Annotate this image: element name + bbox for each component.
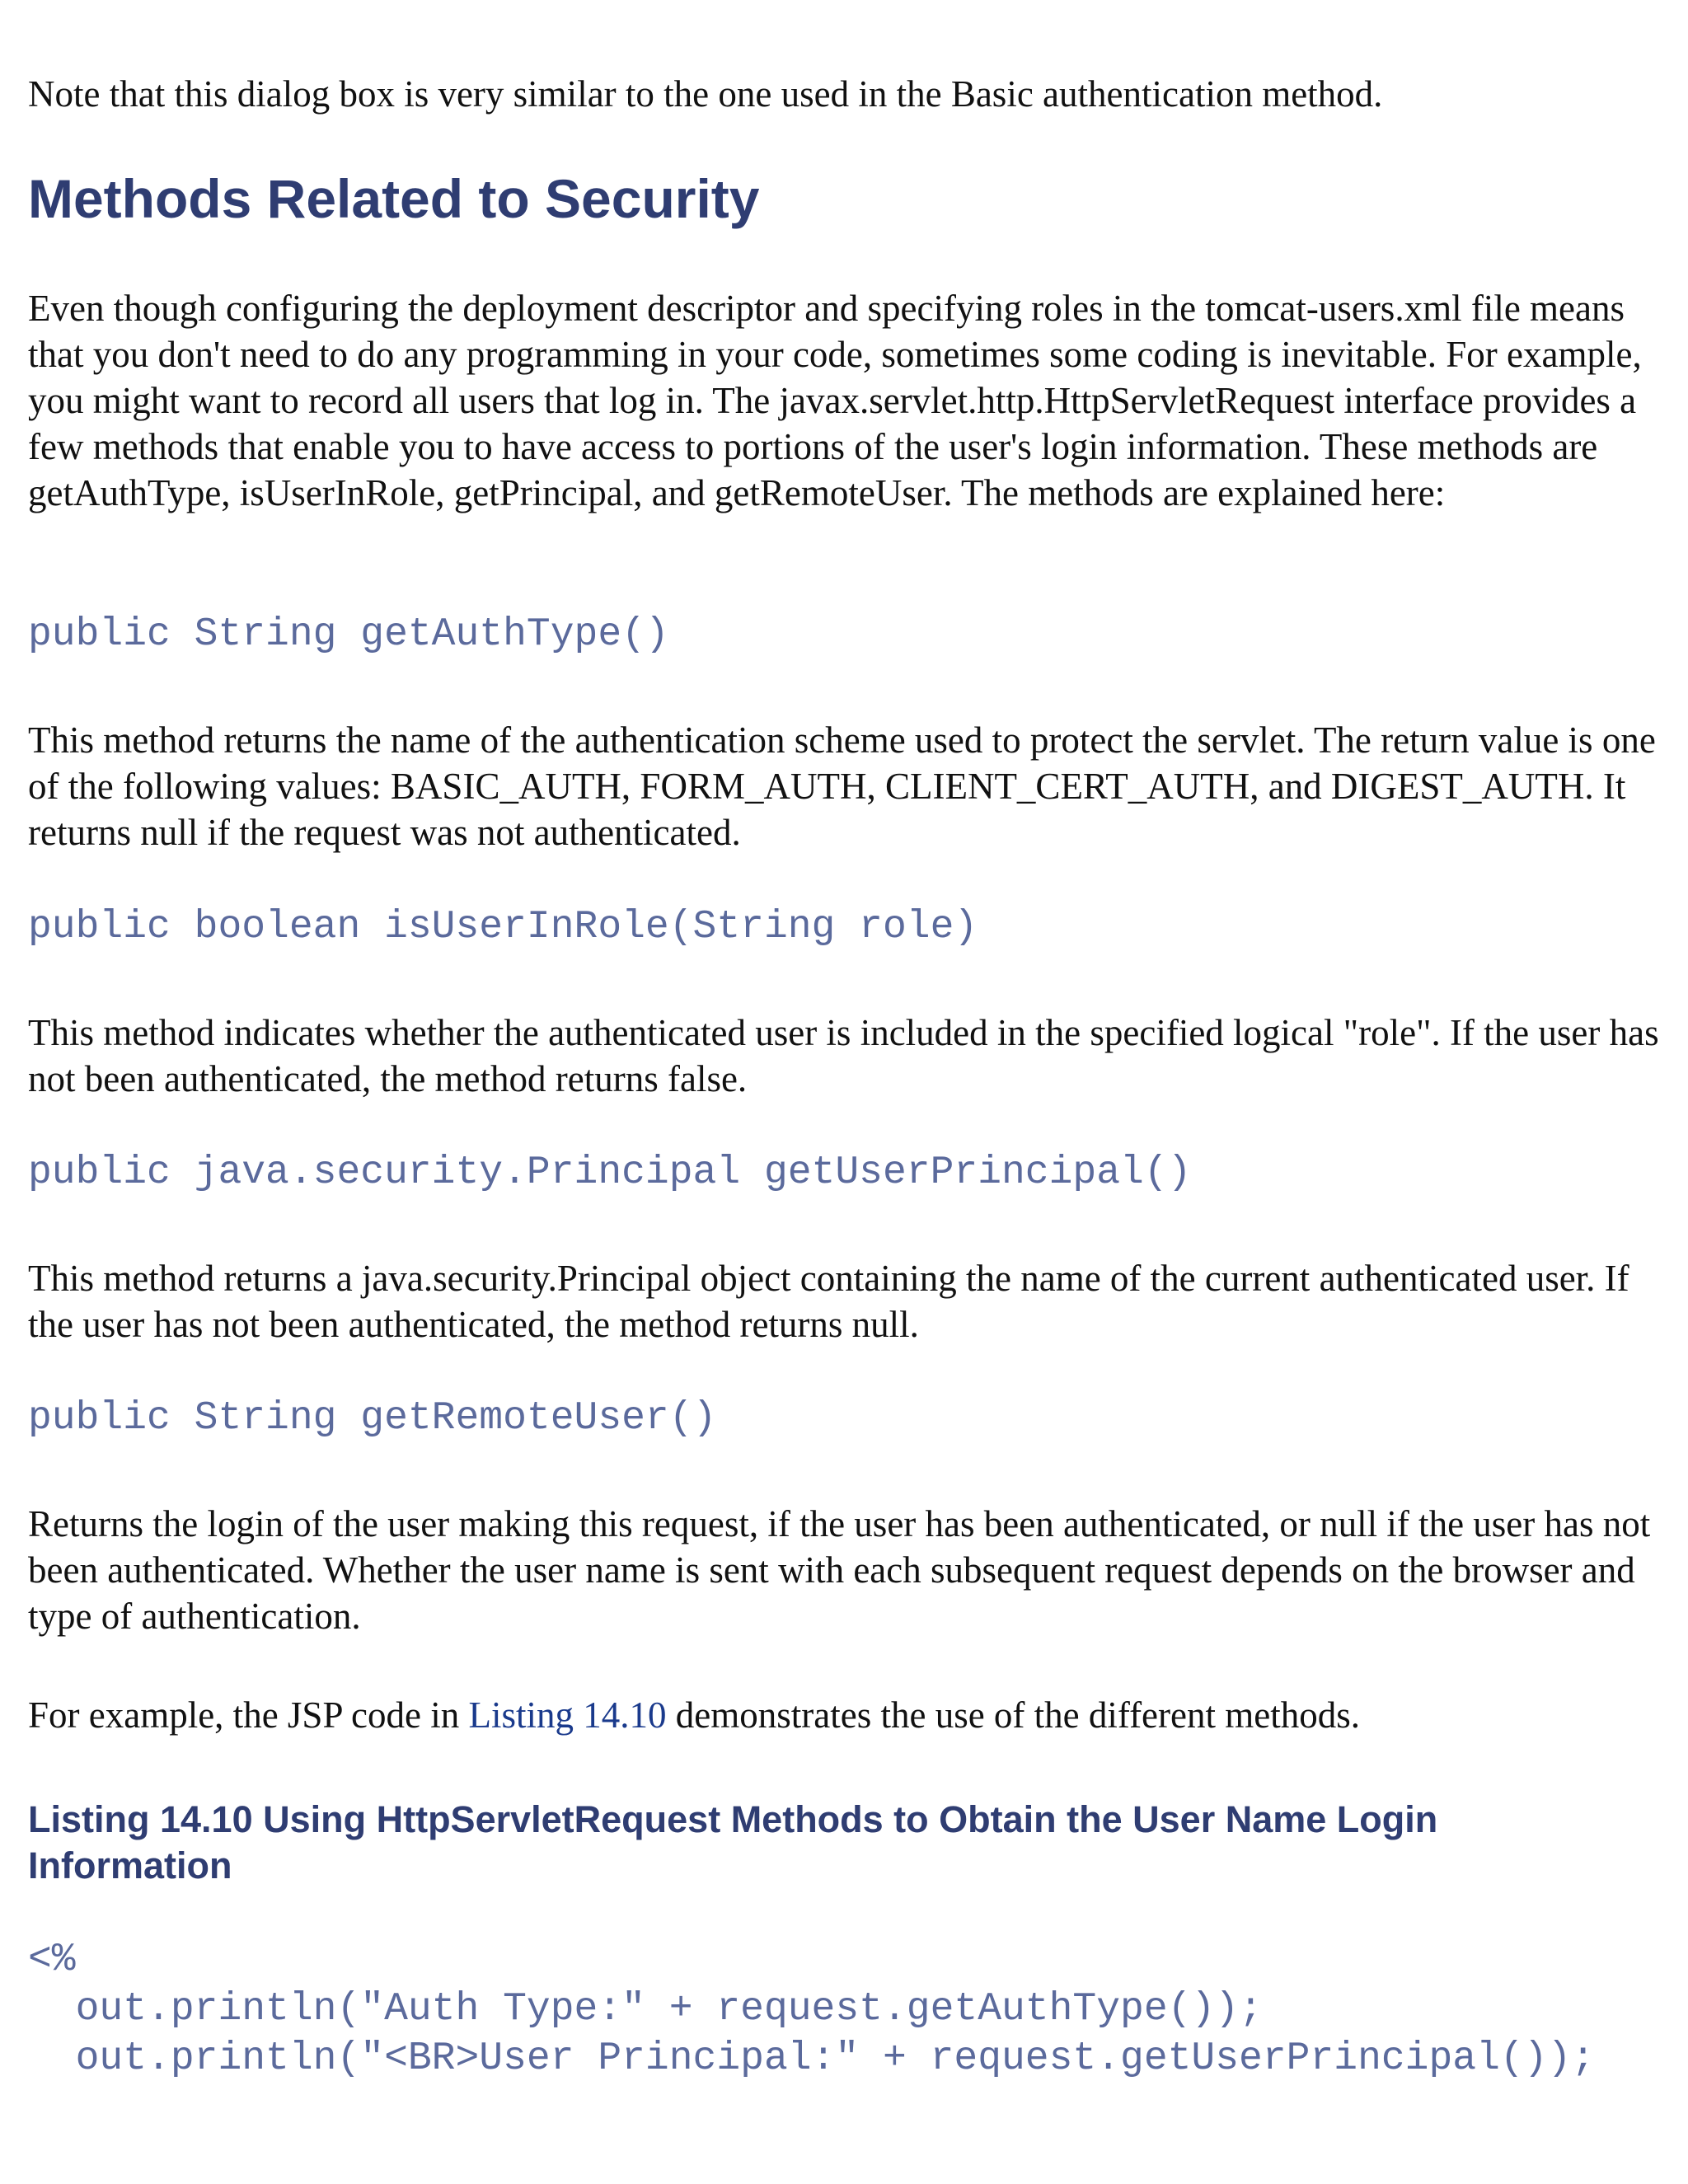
method-description: Returns the login of the user making this request, if the user has been authenticated, or null if the user has not been authenticated. Whether the user name is sent with each subsequent request depends on the browser and type of authentication. bbox=[28, 1503, 1651, 1637]
method-description: This method returns the name of the authentication scheme used to protect the servlet. The return value is one of the following values: BASIC_AUTH, FORM_AUTH, CLIENT_CERT_AUTH, and DIGEST_AUTH. It returns null if the request was not authenticated. bbox=[28, 719, 1656, 853]
section-title: Methods Related to Security bbox=[28, 168, 760, 229]
intro-paragraph: Even though configuring the deployment descriptor and specifying roles in the tomcat-users.xml file means that you don't need to do any programming in your code, sometimes some coding is inevitable. For example, you might want to record all users that log in. The javax.servlet.http.HttpServletRequest interface provides a few methods that enable you to have access to portions of the user's login information. These methods are getAuthType, isUserInRole, getPrincipal, and getRemoteUser. The methods are explained here: bbox=[28, 288, 1642, 513]
code-line: <% bbox=[28, 1938, 76, 1982]
code-line: out.println("<BR>User Principal:" + request.getUserPrincipal()); bbox=[28, 2036, 1596, 2081]
example-sentence-before: For example, the JSP code in bbox=[28, 1694, 469, 1736]
method-signature: public String getAuthType() bbox=[28, 612, 669, 657]
example-sentence bbox=[28, 1692, 1668, 1738]
method-signature: public java.security.Principal getUserPrincipal() bbox=[28, 1151, 1192, 1195]
listing-link[interactable]: Listing 14.10 bbox=[468, 1694, 667, 1736]
code-line: out.println("Auth Type:" + request.getAuthType()); bbox=[28, 1987, 1263, 2032]
method-signature: public String getRemoteUser() bbox=[28, 1396, 717, 1441]
method-description: This method returns a java.security.Principal object containing the name of the current authenticated user. If the user has not been authenticated, the method returns null. bbox=[28, 1258, 1629, 1345]
method-signature: public boolean isUserInRole(String role) bbox=[28, 905, 978, 949]
example-sentence-after: demonstrates the use of the different methods. bbox=[666, 1694, 1360, 1736]
method-description: This method indicates whether the authenticated user is included in the specified logical "role". If the user has not been authenticated, the method returns false. bbox=[28, 1012, 1659, 1099]
listing-code-block bbox=[28, 1935, 1595, 2083]
listing-title: Listing 14.10 Using HttpServletRequest Methods to Obtain the User Name Login Information bbox=[28, 1798, 1438, 1886]
intro-note: Note that this dialog box is very similar to the one used in the Basic authentication method. bbox=[28, 73, 1383, 115]
